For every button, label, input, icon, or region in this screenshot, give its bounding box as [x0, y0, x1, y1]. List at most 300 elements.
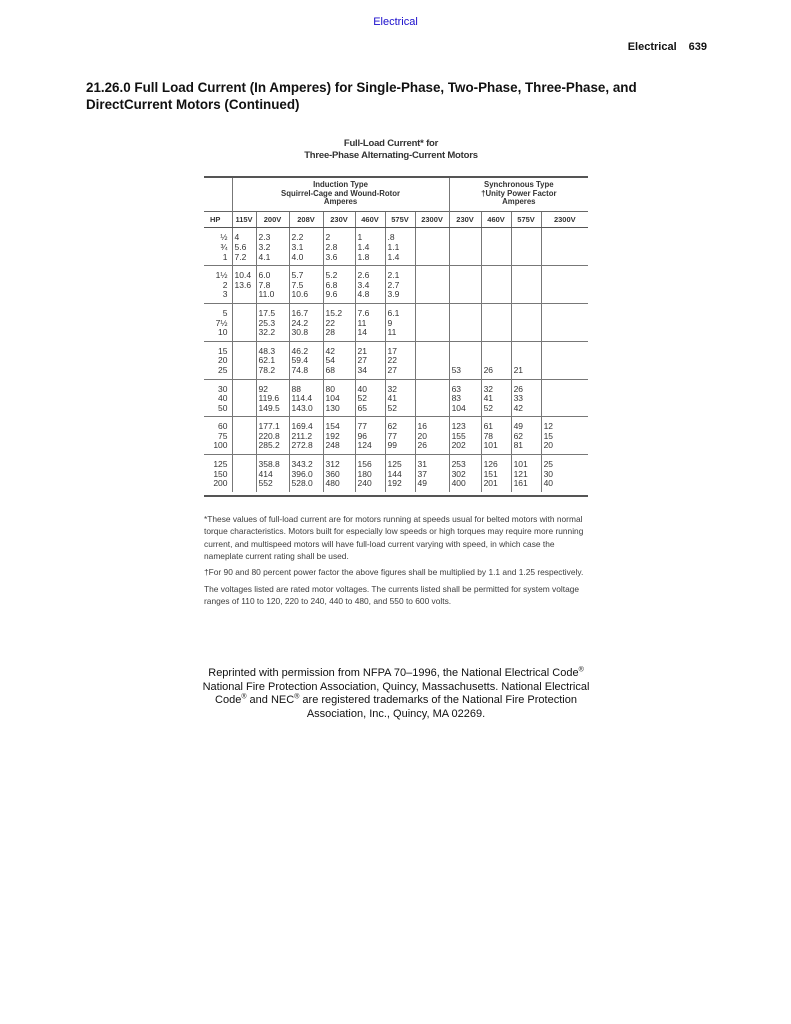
current-cell	[511, 253, 541, 266]
current-cell: 78	[481, 432, 511, 442]
current-cell: 11	[355, 319, 385, 329]
column-header: HP	[204, 211, 232, 228]
table-row	[204, 228, 588, 243]
table-row	[204, 379, 588, 394]
current-cell	[415, 319, 449, 329]
column-header: 208V	[289, 211, 323, 228]
column-header: 460V	[355, 211, 385, 228]
current-cell: 62.1	[256, 356, 289, 366]
current-cell	[449, 266, 481, 281]
current-cell	[232, 328, 256, 341]
current-cell	[232, 394, 256, 404]
current-cell: 7.5	[289, 281, 323, 291]
current-cell	[415, 281, 449, 291]
current-cell: 7.2	[232, 253, 256, 266]
current-cell: 54	[323, 356, 355, 366]
current-cell: 149.5	[256, 404, 289, 417]
current-cell: 21	[355, 341, 385, 356]
current-cell: 161	[511, 479, 541, 492]
full-load-current-table	[204, 178, 588, 492]
current-cell: 156	[355, 455, 385, 470]
current-cell	[481, 266, 511, 281]
current-cell: 14	[355, 328, 385, 341]
current-cell	[415, 266, 449, 281]
hp-cell: 2	[222, 279, 228, 290]
hp-cell: 40	[218, 393, 228, 404]
current-cell: 3.9	[385, 290, 415, 303]
column-header: 575V	[385, 211, 415, 228]
current-cell: 119.6	[256, 394, 289, 404]
current-cell: 83	[449, 394, 481, 404]
current-cell	[541, 319, 588, 329]
current-cell: 11.0	[256, 290, 289, 303]
current-cell	[415, 253, 449, 266]
current-cell: 32	[481, 379, 511, 394]
current-cell	[232, 432, 256, 442]
current-cell: 16	[415, 417, 449, 432]
current-cell: 13.6	[232, 281, 256, 291]
current-cell: 302	[449, 470, 481, 480]
current-cell	[415, 243, 449, 253]
current-cell	[511, 243, 541, 253]
current-cell: 65	[355, 404, 385, 417]
current-cell: 52	[355, 394, 385, 404]
current-cell: 26	[415, 441, 449, 454]
current-cell: 3.6	[323, 253, 355, 266]
current-cell	[541, 281, 588, 291]
current-cell	[415, 328, 449, 341]
hp-cell: 50	[204, 404, 232, 417]
current-cell: 78.2	[256, 366, 289, 379]
current-cell: 10.4	[232, 266, 256, 281]
current-cell: 10.6	[289, 290, 323, 303]
table-row	[204, 341, 588, 356]
current-cell: 32	[385, 379, 415, 394]
current-cell	[511, 341, 541, 356]
current-cell: 24.2	[289, 319, 323, 329]
footnote-dagger: †For 90 and 80 percent power factor the above figures shall be multiplied by 1.1 and 1.25 respectively.	[204, 567, 584, 578]
table-row	[204, 328, 588, 341]
induction-group-header	[232, 178, 449, 211]
group-spacer	[204, 178, 232, 211]
current-cell: 4.8	[355, 290, 385, 303]
table-row	[204, 366, 588, 379]
current-cell: 9.6	[323, 290, 355, 303]
current-cell: 155	[449, 432, 481, 442]
table-title	[194, 138, 588, 162]
current-cell: 25	[541, 455, 588, 470]
current-cell: 52	[481, 404, 511, 417]
current-cell: 480	[323, 479, 355, 492]
current-cell: 25.3	[256, 319, 289, 329]
current-cell	[541, 243, 588, 253]
current-cell: 20	[415, 432, 449, 442]
current-cell	[481, 319, 511, 329]
current-cell: 130	[323, 404, 355, 417]
current-cell	[541, 228, 588, 243]
current-cell: 285.2	[256, 441, 289, 454]
current-cell: 3.2	[256, 243, 289, 253]
current-cell: 6.0	[256, 266, 289, 281]
table-row	[204, 290, 588, 303]
column-header: 115V	[232, 211, 256, 228]
current-cell: 37	[415, 470, 449, 480]
current-cell: 1.4	[385, 253, 415, 266]
current-cell	[541, 404, 588, 417]
table-bottom-rule	[204, 495, 588, 497]
current-cell: 80	[323, 379, 355, 394]
current-cell: 96	[355, 432, 385, 442]
column-header-row	[204, 211, 588, 228]
current-cell	[449, 253, 481, 266]
current-cell: 21	[511, 366, 541, 379]
current-cell	[541, 266, 588, 281]
current-cell: 121	[511, 470, 541, 480]
current-cell	[415, 303, 449, 318]
current-cell: 104	[449, 404, 481, 417]
column-header: 460V	[481, 211, 511, 228]
column-header: 2300V	[541, 211, 588, 228]
current-cell	[415, 356, 449, 366]
current-cell: 2.3	[256, 228, 289, 243]
current-cell: 12	[541, 417, 588, 432]
current-cell: 104	[323, 394, 355, 404]
current-cell: 114.4	[289, 394, 323, 404]
current-cell: 192	[323, 432, 355, 442]
reprint-part3: and NEC	[246, 694, 295, 707]
current-cell: 74.8	[289, 366, 323, 379]
hp-cell: 20	[218, 355, 228, 366]
hp-cell: 7½	[215, 317, 228, 328]
hp-cell: ¾	[220, 241, 228, 252]
hp-cell: 1	[204, 253, 232, 266]
running-head-section: Electrical	[627, 41, 677, 53]
hp-cell: 150	[213, 468, 228, 479]
current-cell	[481, 228, 511, 243]
current-cell	[481, 243, 511, 253]
current-cell	[541, 356, 588, 366]
current-cell: 4	[232, 228, 256, 243]
current-cell: 5.6	[232, 243, 256, 253]
current-cell	[415, 379, 449, 394]
current-cell: 40	[355, 379, 385, 394]
current-cell	[541, 394, 588, 404]
current-cell	[232, 341, 256, 356]
current-cell: 151	[481, 470, 511, 480]
current-cell	[449, 328, 481, 341]
hp-cell: 1½	[215, 270, 228, 281]
section-title: 21.26.0 Full Load Current (In Amperes) for Single-Phase, Two-Phase, Three-Phase, and DirectCurrent Motors (Continued)	[86, 80, 637, 112]
current-cell: 16.7	[289, 303, 323, 318]
current-cell	[415, 404, 449, 417]
current-cell: 52	[385, 404, 415, 417]
current-cell: 4.1	[256, 253, 289, 266]
current-cell: 240	[355, 479, 385, 492]
current-cell	[511, 290, 541, 303]
current-cell: 68	[323, 366, 355, 379]
electrical-link[interactable]: Electrical	[373, 16, 418, 28]
current-cell: 7.6	[355, 303, 385, 318]
current-cell: 2.7	[385, 281, 415, 291]
table-row	[204, 404, 588, 417]
current-cell: 400	[449, 479, 481, 492]
current-cell: 7.8	[256, 281, 289, 291]
current-cell	[232, 319, 256, 329]
current-cell	[481, 303, 511, 318]
current-cell	[541, 379, 588, 394]
current-cell: 40	[541, 479, 588, 492]
current-cell	[415, 290, 449, 303]
reprint-part2: National Fire Protection Association, Quincy, Massachusetts. National Electrical Code	[202, 680, 590, 707]
current-cell: 15	[541, 432, 588, 442]
current-cell: 552	[256, 479, 289, 492]
registered-mark: ®	[578, 666, 584, 674]
table-row	[204, 253, 588, 266]
current-cell: 27	[355, 356, 385, 366]
current-cell	[449, 290, 481, 303]
current-cell: 92	[256, 379, 289, 394]
synchronous-group-header	[449, 178, 588, 211]
current-cell: 26	[511, 379, 541, 394]
current-cell: 48.3	[256, 341, 289, 356]
reprint-part1: Reprinted with permission from NFPA 70–1996, the National Electrical Code	[208, 667, 579, 679]
hp-cell: 3	[204, 290, 232, 303]
current-cell: 17.5	[256, 303, 289, 318]
current-cell: 125	[385, 455, 415, 470]
current-cell: 26	[481, 366, 511, 379]
current-cell	[449, 228, 481, 243]
current-cell	[449, 341, 481, 356]
current-cell	[232, 404, 256, 417]
current-cell: 202	[449, 441, 481, 454]
current-cell: 272.8	[289, 441, 323, 454]
current-cell	[415, 228, 449, 243]
current-cell: 77	[355, 417, 385, 432]
current-cell: 343.2	[289, 455, 323, 470]
current-cell: 101	[481, 441, 511, 454]
hp-cell: 100	[204, 441, 232, 454]
footnote-asterisk: *These values of full-load current are for motors running at speeds usual for belted motors with normal torque characteristics. Motors built for especially low speeds or high torques may require more running current, and multispeed motors will have full-load current varying with speed, in which case the nameplate current rating shall be used.	[204, 513, 584, 562]
hp-cell: 5	[222, 307, 228, 318]
current-cell: 42	[323, 341, 355, 356]
current-cell: 1.8	[355, 253, 385, 266]
current-cell: 27	[385, 366, 415, 379]
current-cell	[541, 253, 588, 266]
current-cell: 42	[511, 404, 541, 417]
current-cell: 177.1	[256, 417, 289, 432]
current-cell: 81	[511, 441, 541, 454]
current-cell	[511, 266, 541, 281]
current-cell	[481, 341, 511, 356]
current-cell	[541, 341, 588, 356]
current-cell	[232, 455, 256, 470]
current-cell	[511, 319, 541, 329]
current-cell	[481, 253, 511, 266]
table-row	[204, 455, 588, 470]
current-cell: 77	[385, 432, 415, 442]
current-cell: 9	[385, 319, 415, 329]
current-cell	[232, 303, 256, 318]
table-body	[204, 228, 588, 492]
column-header: 230V	[323, 211, 355, 228]
current-cell	[232, 366, 256, 379]
current-cell	[449, 319, 481, 329]
current-cell: 154	[323, 417, 355, 432]
current-cell: 6.8	[323, 281, 355, 291]
current-cell	[511, 281, 541, 291]
column-header: 575V	[511, 211, 541, 228]
registered-mark: ®	[294, 693, 300, 701]
current-cell	[481, 281, 511, 291]
current-cell: 32.2	[256, 328, 289, 341]
current-cell	[541, 366, 588, 379]
table-row	[204, 417, 588, 432]
hp-cell: ½	[220, 232, 228, 243]
current-cell: 22	[323, 319, 355, 329]
current-cell: 30	[541, 470, 588, 480]
current-cell: 396.0	[289, 470, 323, 480]
table-notes	[204, 513, 588, 608]
current-cell: 99	[385, 441, 415, 454]
hp-cell: 200	[213, 478, 228, 489]
hp-cell: 30	[218, 383, 228, 394]
column-header: 200V	[256, 211, 289, 228]
current-cell	[449, 281, 481, 291]
hp-cell: 125	[213, 459, 228, 470]
induction-header-line: Squirrel-Cage and Wound-Rotor	[281, 188, 401, 198]
current-cell: 2.2	[289, 228, 323, 243]
current-cell	[449, 243, 481, 253]
current-cell	[232, 417, 256, 432]
current-cell: 143.0	[289, 404, 323, 417]
synchronous-header-line: Amperes	[502, 197, 536, 207]
current-cell: 1	[355, 228, 385, 243]
page-number: 639	[688, 41, 707, 53]
table-row	[204, 266, 588, 281]
current-cell: 414	[256, 470, 289, 480]
current-cell: 253	[449, 455, 481, 470]
current-cell	[415, 366, 449, 379]
hp-cell: 15	[218, 345, 228, 356]
current-cell: 169.4	[289, 417, 323, 432]
current-cell: 2	[323, 228, 355, 243]
current-cell	[481, 328, 511, 341]
current-cell: 34	[355, 366, 385, 379]
current-cell: 126	[481, 455, 511, 470]
current-cell	[541, 328, 588, 341]
current-cell: 101	[511, 455, 541, 470]
current-cell: 360	[323, 470, 355, 480]
current-cell: 28	[323, 328, 355, 341]
current-cell: 312	[323, 455, 355, 470]
synchronous-header-line: †Unity Power Factor	[481, 188, 557, 198]
current-cell: 1.1	[385, 243, 415, 253]
current-cell	[415, 341, 449, 356]
current-cell: 63	[449, 379, 481, 394]
current-cell: 3.1	[289, 243, 323, 253]
current-cell: 358.8	[256, 455, 289, 470]
current-cell	[481, 290, 511, 303]
current-cell: 59.4	[289, 356, 323, 366]
current-cell: 30.8	[289, 328, 323, 341]
current-cell: 53	[449, 366, 481, 379]
current-cell: 2.6	[355, 266, 385, 281]
current-cell: 5.7	[289, 266, 323, 281]
current-cell: 201	[481, 479, 511, 492]
induction-header-line: Amperes	[323, 197, 358, 207]
current-cell	[541, 303, 588, 318]
hp-cell: 10	[204, 328, 232, 341]
reprint-notice	[200, 667, 592, 721]
current-cell	[232, 479, 256, 492]
current-cell	[232, 356, 256, 366]
current-cell: 144	[385, 470, 415, 480]
current-cell	[232, 470, 256, 480]
table-row	[204, 303, 588, 318]
scanned-table-figure	[204, 138, 588, 612]
current-cell: 1.4	[355, 243, 385, 253]
current-cell: 33	[511, 394, 541, 404]
current-cell	[511, 228, 541, 243]
current-cell: 5.2	[323, 266, 355, 281]
current-cell: 6.1	[385, 303, 415, 318]
current-cell: 31	[415, 455, 449, 470]
reprint-part4: are registered trademarks of the National Fire Protection Association, Inc., Quincy, MA 02269.	[299, 694, 577, 720]
current-cell: 192	[385, 479, 415, 492]
current-cell	[415, 394, 449, 404]
current-cell: 61	[481, 417, 511, 432]
current-cell: 11	[385, 328, 415, 341]
current-cell: 41	[481, 394, 511, 404]
current-cell: 4.0	[289, 253, 323, 266]
current-cell: 211.2	[289, 432, 323, 442]
current-cell: 2.1	[385, 266, 415, 281]
current-cell	[232, 441, 256, 454]
column-header: 230V	[449, 211, 481, 228]
current-cell: 528.0	[289, 479, 323, 492]
current-cell: 62	[385, 417, 415, 432]
footnote-voltages: The voltages listed are rated motor voltages. The currents listed shall be permitted for system voltage ranges of 110 to 120, 220 to 240, 440 to 480, and 550 to 600 volts.	[204, 583, 580, 607]
current-cell: 180	[355, 470, 385, 480]
current-cell	[511, 303, 541, 318]
current-cell: 248	[323, 441, 355, 454]
column-header: 2300V	[415, 211, 449, 228]
table-title-line2: Three-Phase Alternating-Current Motors	[304, 150, 478, 161]
current-cell: 220.8	[256, 432, 289, 442]
current-cell	[232, 290, 256, 303]
current-cell: 3.4	[355, 281, 385, 291]
current-cell	[541, 290, 588, 303]
current-cell: 49	[415, 479, 449, 492]
current-cell: 88	[289, 379, 323, 394]
current-cell: 20	[541, 441, 588, 454]
current-cell	[232, 379, 256, 394]
hp-cell: 60	[218, 421, 228, 432]
hp-cell: 75	[218, 430, 228, 441]
synchronous-header-line: Synchronous Type	[484, 180, 554, 189]
current-cell: 15.2	[323, 303, 355, 318]
current-cell: 49	[511, 417, 541, 432]
current-cell: 22	[385, 356, 415, 366]
current-cell	[511, 328, 541, 341]
table-row	[204, 441, 588, 454]
current-cell: 124	[355, 441, 385, 454]
table-row	[204, 479, 588, 492]
registered-mark: ®	[241, 693, 247, 701]
current-cell: 62	[511, 432, 541, 442]
current-cell: 46.2	[289, 341, 323, 356]
current-cell: .8	[385, 228, 415, 243]
